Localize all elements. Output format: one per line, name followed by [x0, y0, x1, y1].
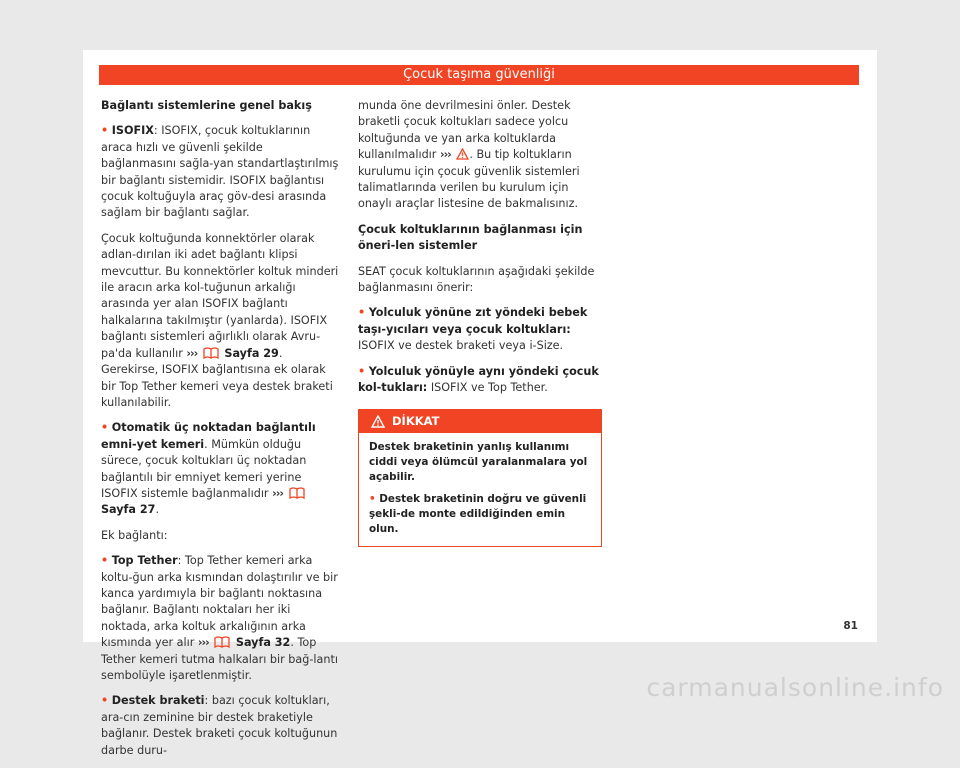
connectors-paragraph — [101, 231, 339, 411]
otomatik-term: Otomatik üç noktadan bağlantılı emni-yet kemeri — [101, 421, 316, 451]
page-ref-link[interactable]: Sayfa 27 — [101, 503, 156, 517]
bullet-icon: • — [358, 364, 366, 378]
warning-text-2: Destek braketinin doğru ve güvenli şekli-de monte edildiğinden emin olun. — [369, 492, 587, 535]
section-header: Çocuk taşıma güvenliği — [99, 65, 859, 85]
page-ref-link[interactable]: Sayfa 29 — [224, 346, 279, 360]
connectors-text: Çocuk koltuğunda konnektörler olarak adlan-dırılan iki adet bağlantı klipsi mevcuttur. Bu konnektörler koltuk minderi ile aracın arka kol-tuğunun arkalığı arasında yer alan ISOFIX bağlantı halkalarına takılmıştır (yanlarda). ISOFIX bağlantı sistemleri ağırlıklı olarak Avru-pa'da kullanılır — [101, 231, 339, 360]
toptether-text: : Top Tether kemeri arka koltu-ğun arka kısmından dolaştırılır ve bir kanca yardımıyla bir bağlantı noktasına bağlanır. Bağlantı noktaları her iki noktada, arka koltuk arkalığının arka kısmında yer alır — [101, 554, 338, 650]
warning-title: DİKKAT — [392, 413, 440, 428]
bullet-icon: • — [358, 306, 366, 320]
continuation-after: . Bu tip koltukların kurulumu için çocuk güvenlik sistemleri talimatlarında verilen bu kurulum için onaylı araçlar listesine de bakmalısınız. — [358, 148, 580, 211]
page-ref-link[interactable]: Sayfa 32 — [235, 636, 291, 650]
warning-box — [358, 409, 602, 547]
warning-body — [359, 433, 601, 546]
destek-term: Destek braketi — [111, 694, 205, 708]
warning-text-1: Destek braketinin yanlış kullanımı ciddi veya ölümcül yaralanmalara yol açabilir. — [369, 440, 588, 483]
warning-header — [359, 410, 601, 433]
left-column — [101, 98, 339, 768]
bullet-icon: • — [101, 554, 109, 568]
rear-facing-text: ISOFIX ve destek braketi veya i-Size. — [358, 339, 564, 353]
bullet-icon: • — [369, 492, 376, 505]
toptether-after: . Top Tether kemeri tutma halkaları bir bağ-lantı sembolüyle işaretlenmiştir. — [101, 636, 338, 682]
otomatik-text: . Mümkün olduğu sürece, çocuk koltukları üç noktadan bağlantılı bir emniyet kemeri yerine ISOFIX sistemle bağlanmalıdır — [101, 437, 307, 500]
warning-item — [369, 492, 591, 537]
isofix-term: ISOFIX — [111, 124, 154, 138]
arrow-icon: ››› — [197, 636, 209, 650]
book-icon — [214, 636, 230, 648]
warning-triangle-icon[interactable] — [456, 148, 469, 160]
toptether-term: Top Tether — [111, 554, 178, 568]
forward-facing-item — [358, 364, 602, 397]
arrow-icon: ››› — [186, 346, 198, 360]
recommended-heading: Çocuk koltuklarının bağlanması için öneri-len sistemler — [358, 222, 583, 253]
recommend-intro: SEAT çocuk koltuklarının aşağıdaki şekilde bağlanmasını önerir: — [358, 264, 595, 295]
watermark: carmanualsonline.info — [646, 673, 944, 702]
rear-facing-term: Yolculuk yönüne zıt yöndeki bebek taşı-yıcıları veya çocuk koltukları: — [358, 306, 588, 336]
isofix-paragraph — [101, 123, 339, 221]
arrow-icon: ››› — [439, 148, 451, 162]
book-icon — [289, 487, 305, 499]
section-heading: Bağlantı sistemlerine genel bakış — [101, 99, 312, 112]
ek-label: Ek bağlantı: — [101, 528, 168, 542]
bullet-icon: • — [101, 694, 109, 708]
book-icon — [203, 347, 219, 359]
bullet-icon: • — [101, 124, 109, 138]
toptether-paragraph — [101, 553, 339, 684]
otomatik-end: . — [155, 503, 159, 517]
isofix-text: : ISOFIX, çocuk koltuklarının araca hızlı ve güvenli şekilde bağlanmasını sağla-yan standartlaştırılmış bir bağlantı sistemidir. ISOFIX bağlantısı çocuk koltuğuyla araç göv-desi arasında sağlam bir bağlantı sağlar. — [101, 124, 339, 220]
forward-facing-term: Yolculuk yönüyle aynı yöndeki çocuk kol-tukları: — [358, 364, 599, 395]
destek-text: : bazı çocuk koltukları, ara-cın zeminine bir destek braketiyle bağlanır. Destek braketi çocuk koltuğunun darbe duru- — [101, 694, 338, 757]
continuation-text: munda öne devrilmesini önler. Destek braketli çocuk koltukları sadece yolcu koltuğunda ve yan arka koltuklarda kullanılmalıdır — [358, 99, 571, 162]
forward-facing-text: ISOFIX ve Top Tether. — [427, 381, 548, 395]
right-column — [358, 98, 602, 547]
destek-paragraph — [101, 693, 339, 759]
warning-triangle-icon — [371, 415, 385, 428]
otomatik-paragraph — [101, 420, 339, 518]
rear-facing-item — [358, 305, 602, 354]
connectors-after: . Gerekirse, ISOFIX bağlantısına ek olarak bir Top Tether kemeri veya destek braketi kullanılabilir. — [101, 346, 333, 409]
bullet-icon: • — [101, 421, 109, 435]
page-number: 81 — [843, 620, 858, 632]
arrow-icon: ››› — [272, 486, 283, 500]
continuation-paragraph — [358, 98, 602, 213]
